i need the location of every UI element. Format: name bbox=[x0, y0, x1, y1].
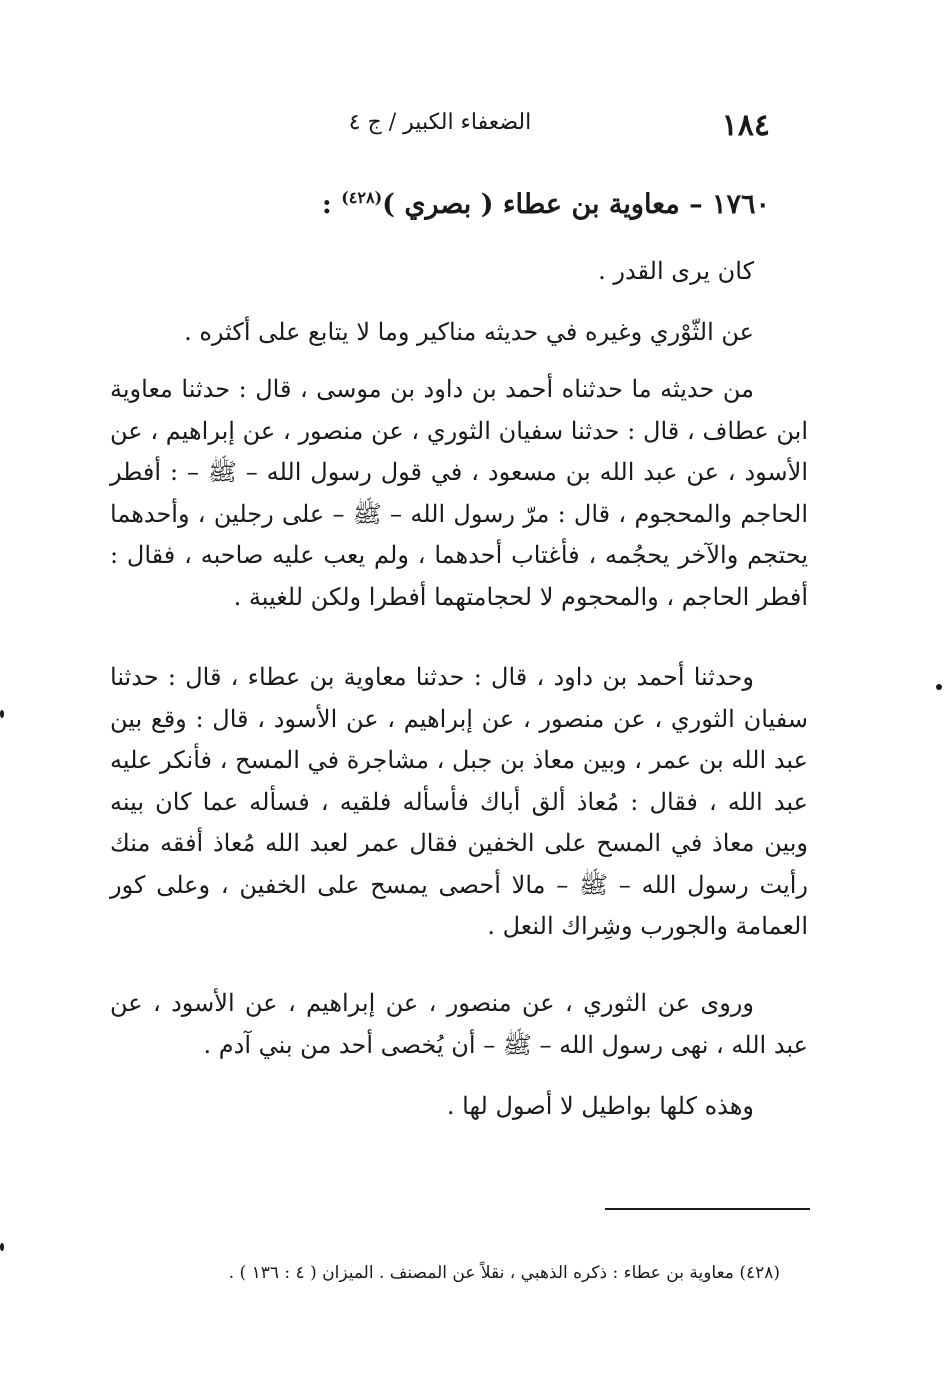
paragraph-1: كان يرى القدر . bbox=[598, 257, 754, 285]
paragraph-5: وروى عن الثوري ، عن منصور ، عن إبراهيم ، عن الأسود ، عن عبد الله ، نهى رسول الله – ﷺ – أن يُخصى أحد من بني آدم . bbox=[110, 989, 808, 1059]
paragraph-3: من حديثه ما حدثناه أحمد بن داود بن موسى ، قال : حدثنا معاوية ابن عطاف ، قال : حدثنا سفيان الثوري ، عن منصور ، عن إبراهيم ، عن الأسود ، عن عبد الله بن مسعود ، في قول رسول الله – ﷺ – : أفطر الحاجم والمحجوم ، قال : مرّ رسول الله – ﷺ – على رجلين ، وأحدهما يحتجم والآخر يحجُمه ، فأغتاب أحدهما ، ولم يعب عليه صاحبه ، فقال : أفطر الحاجم ، والمحجوم لا لحجامتهما أفطرا ولكن للغيبة . bbox=[110, 375, 808, 611]
paragraph-2: عن الثّوْري وغيره في حديثه مناكير وما لا يتابع على أكثره . bbox=[184, 318, 754, 346]
scan-speck bbox=[0, 1243, 4, 1251]
page-number: ١٨٤ bbox=[721, 108, 770, 143]
entry-dash: – bbox=[689, 189, 703, 220]
running-header-title: الضعفاء الكبير / ج ٤ bbox=[348, 110, 532, 135]
paragraph-4: وحدثنا أحمد بن داود ، قال : حدثنا معاوية بن عطاء ، قال : حدثنا سفيان الثوري ، عن منصور ، عن إبراهيم ، عن الأسود ، قال : وقع بين عبد الله بن عمر ، وبين معاذ بن جبل ، مشاجرة في المسح ، فأنكر عليه عبد الله ، فقال : مُعاذ ألق أباك فأسأله فلقيه ، فسأله عما كان بينه وبين معاذ في المسح على الخفين فقال عمر لعبد الله مُعاذ أفقه منك رأيت رسول الله – ﷺ – مالا أحصى يمسح على الخفين ، وعلى كور العمامة والجورب وشِراك النعل . bbox=[110, 663, 808, 940]
scan-speck bbox=[0, 710, 4, 718]
paragraph-6: وهذه كلها بواطيل لا أصول لها . bbox=[446, 1092, 754, 1120]
entry-name: معاوية بن عطاء ( بصري ) bbox=[382, 189, 680, 220]
footnote-reference: (٤٢٨) bbox=[341, 188, 383, 207]
footnote-text: (٤٢٨) معاوية بن عطاء : ذكره الذهبي ، نقلاً عن المصنف . الميزان ( ٤ : ١٣٦ ) . bbox=[228, 1263, 780, 1283]
entry-number: ١٧٦٠ bbox=[711, 189, 770, 220]
entry-heading bbox=[270, 188, 770, 220]
entry-colon: : bbox=[321, 189, 332, 220]
scan-speck bbox=[936, 684, 942, 690]
footnote-separator bbox=[605, 1208, 810, 1210]
